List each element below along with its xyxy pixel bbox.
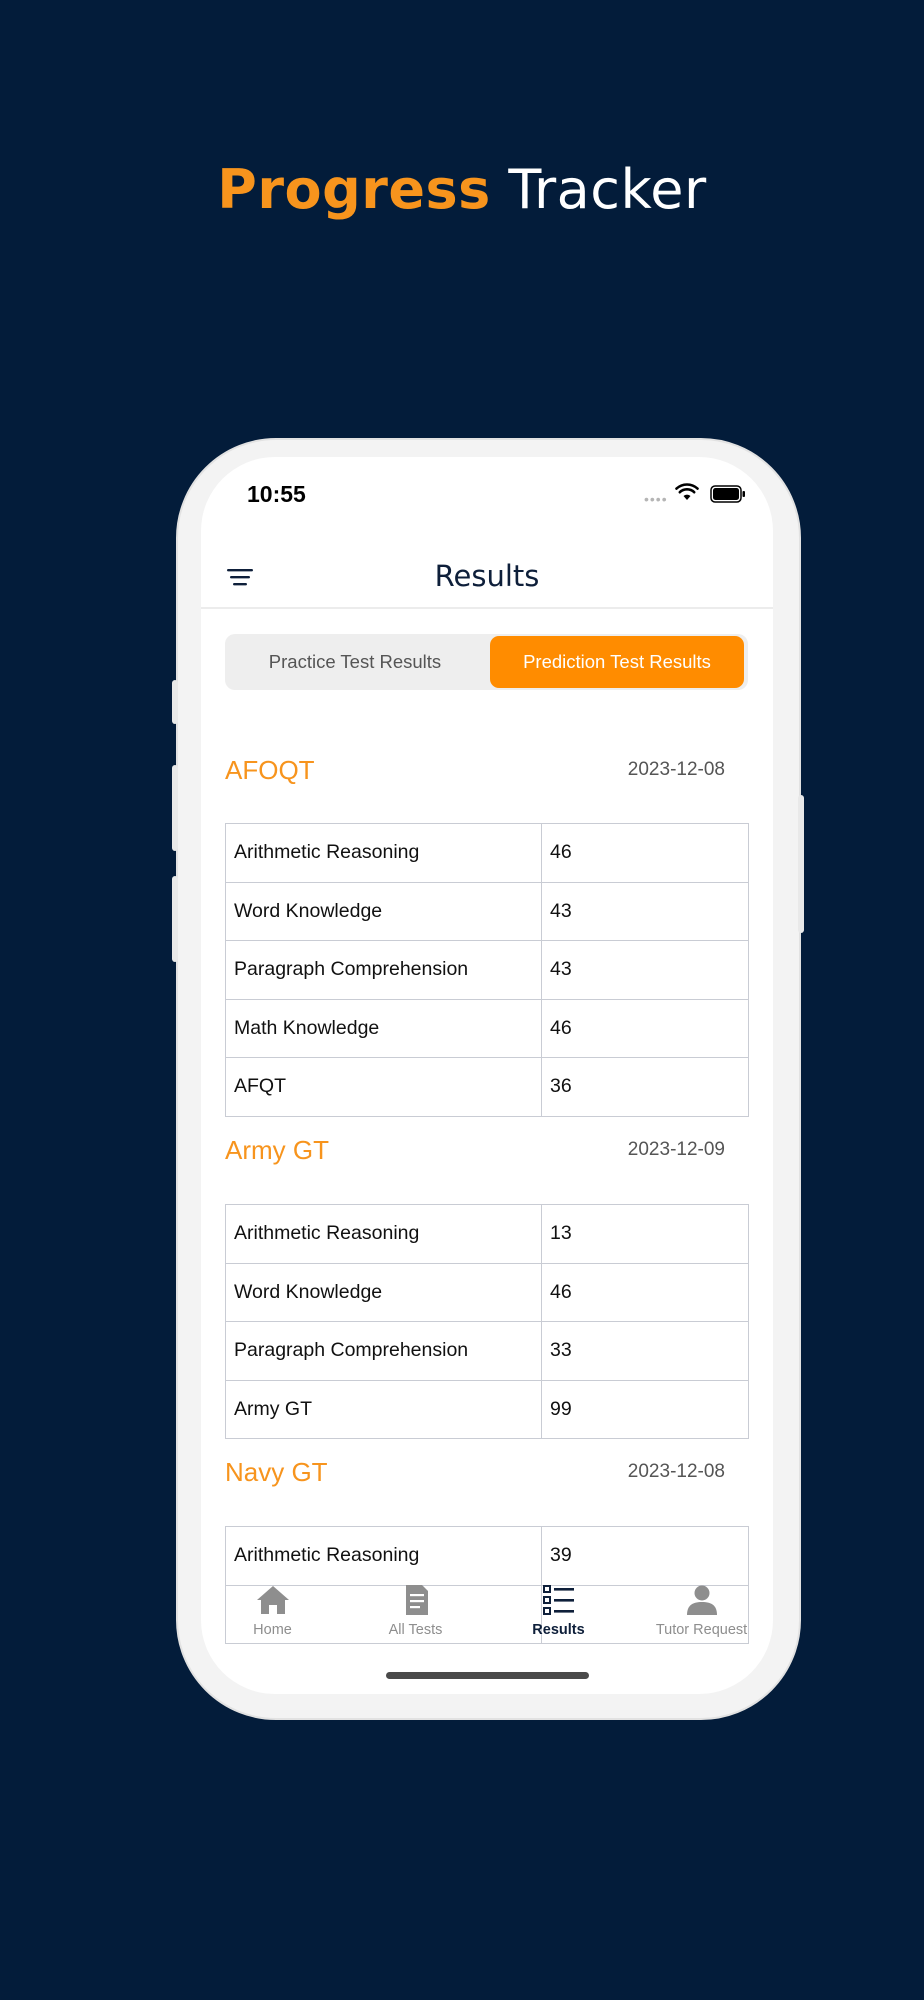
- power-button: [798, 795, 804, 933]
- tab-practice-test-results[interactable]: Practice Test Results: [268, 651, 442, 672]
- subject-name: Word Knowledge: [226, 882, 542, 941]
- tab-tutor-request[interactable]: [630, 1584, 773, 1638]
- subject-name: Arithmetic Reasoning: [226, 824, 542, 883]
- tab-prediction-test-results[interactable]: Prediction Test Results: [490, 636, 744, 688]
- list-icon: [541, 1584, 577, 1616]
- results-type-segmented-control: [225, 634, 748, 690]
- result-section-header: [225, 1135, 725, 1175]
- tab-label: All Tests: [388, 1622, 443, 1638]
- home-indicator[interactable]: [386, 1672, 589, 1679]
- score-table: [225, 823, 749, 1117]
- headline-accent: Progress: [217, 158, 491, 221]
- table-row: [226, 1205, 749, 1264]
- section-title: AFOQT: [225, 755, 315, 785]
- page-title: Results: [434, 559, 540, 593]
- tab-all-tests[interactable]: [344, 1584, 487, 1638]
- home-icon: [255, 1584, 291, 1616]
- signal-dots-icon: ••••: [644, 491, 668, 507]
- volume-up-button: [172, 765, 178, 851]
- score-table: [225, 1204, 749, 1439]
- subject-score: 39: [542, 1527, 749, 1586]
- result-section-header: [225, 755, 725, 795]
- phone-screen: [201, 457, 773, 1694]
- subject-name: AFQT: [226, 1058, 542, 1117]
- section-title: Navy GT: [225, 1457, 328, 1487]
- table-row: [226, 1380, 749, 1439]
- section-date: 2023-12-08: [627, 759, 725, 780]
- navigation-bar: [201, 547, 773, 609]
- subject-score: 36: [542, 1058, 749, 1117]
- tab-results[interactable]: [487, 1584, 630, 1638]
- tab-label: Results: [532, 1622, 585, 1638]
- section-date: 2023-12-09: [627, 1139, 725, 1160]
- headline: [0, 158, 924, 221]
- table-row: [226, 1527, 749, 1586]
- table-row: [226, 1263, 749, 1322]
- section-title: Army GT: [225, 1135, 329, 1165]
- subject-score: 43: [542, 941, 749, 1000]
- subject-score: 99: [542, 1380, 749, 1439]
- subject-score: 46: [542, 999, 749, 1058]
- tab-home[interactable]: [201, 1584, 344, 1638]
- subject-name: Paragraph Comprehension: [226, 1322, 542, 1381]
- headline-rest: Tracker: [490, 158, 707, 221]
- wifi-icon: [675, 482, 699, 502]
- table-row: [226, 824, 749, 883]
- subject-score: 13: [542, 1205, 749, 1264]
- results-list[interactable]: [201, 697, 773, 1567]
- table-row: [226, 882, 749, 941]
- table-row: [226, 941, 749, 1000]
- subject-score: 43: [542, 882, 749, 941]
- subject-score: 46: [542, 1263, 749, 1322]
- subject-name: Army GT: [226, 1380, 542, 1439]
- mute-switch: [172, 680, 178, 724]
- status-time: 10:55: [247, 481, 306, 507]
- subject-name: Arithmetic Reasoning: [226, 1527, 542, 1586]
- table-row: [226, 1322, 749, 1381]
- status-bar: [201, 479, 773, 519]
- subject-score: 46: [542, 824, 749, 883]
- person-icon: [684, 1584, 720, 1616]
- subject-name: Paragraph Comprehension: [226, 941, 542, 1000]
- subject-score: 33: [542, 1322, 749, 1381]
- subject-name: Word Knowledge: [226, 1263, 542, 1322]
- section-date: 2023-12-08: [627, 1461, 725, 1482]
- volume-down-button: [172, 876, 178, 962]
- subject-name: Math Knowledge: [226, 999, 542, 1058]
- battery-icon: [710, 485, 746, 503]
- table-row: [226, 1058, 749, 1117]
- tab-label: Tutor Request: [655, 1622, 748, 1638]
- subject-name: Arithmetic Reasoning: [226, 1205, 542, 1264]
- document-icon: [398, 1584, 434, 1616]
- result-section-header: [225, 1457, 725, 1497]
- table-row: [226, 999, 749, 1058]
- tab-label: Home: [253, 1622, 292, 1638]
- tab-bar: [201, 1584, 773, 1654]
